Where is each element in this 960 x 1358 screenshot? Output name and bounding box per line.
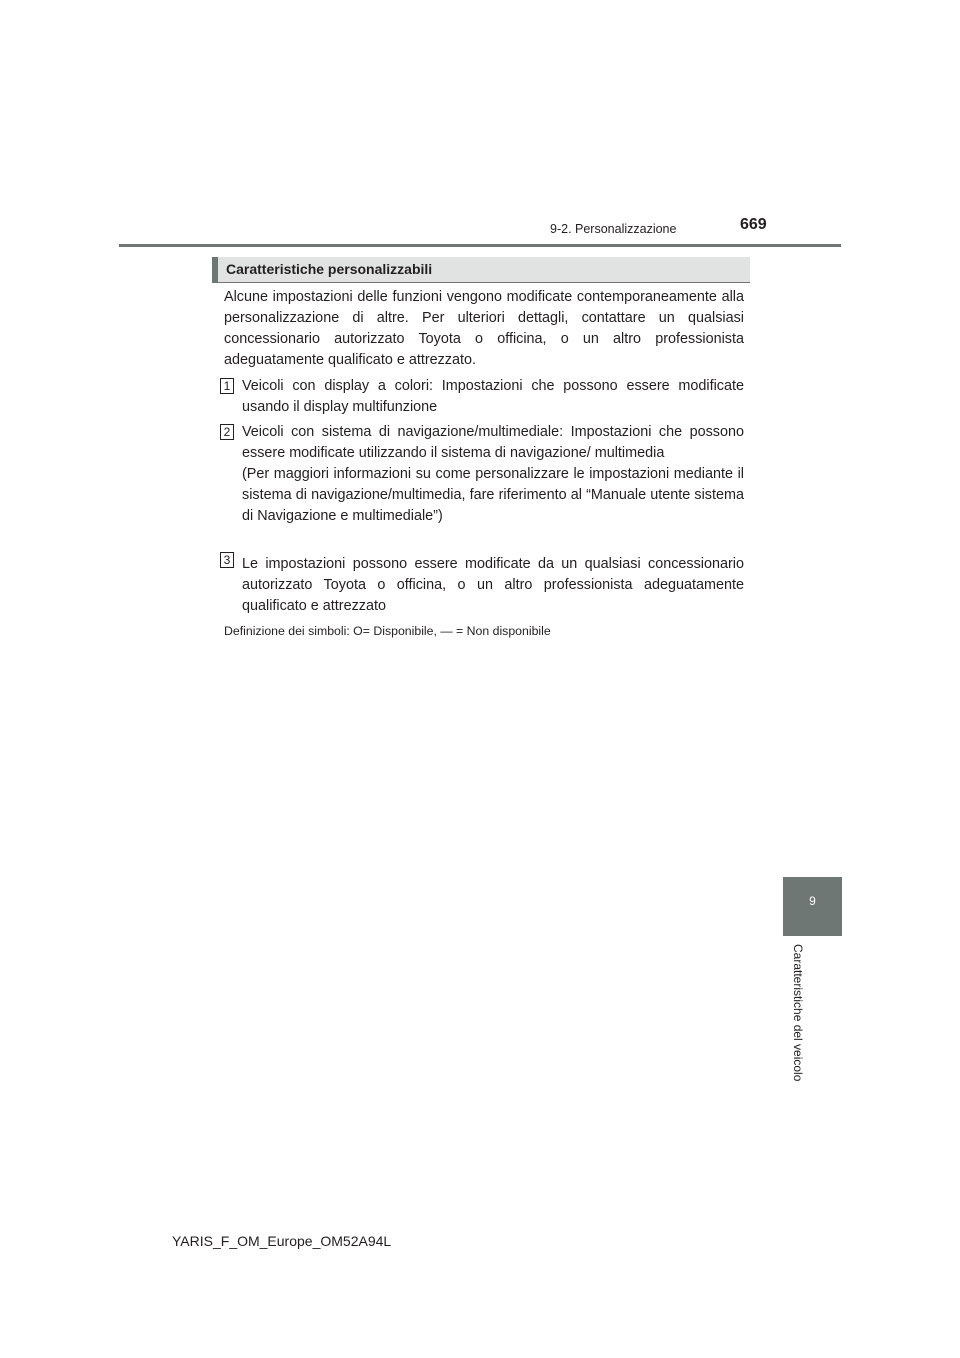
chapter-tab-label: Caratteristiche del veicolo: [791, 944, 805, 1082]
intro-paragraph: Alcune impostazioni delle funzioni vengono modificate contemporaneamente alla personalizzazione di altre. Per ulteriori dettagli, contattare un qualsiasi concessionario autorizzato Toyota o officina, o un altro professionista adeguatamente qualificato e attrezzato.: [224, 289, 744, 368]
item-number-badge: 2: [220, 424, 234, 440]
list-item: [242, 376, 744, 418]
list-item-text: Le impostazioni possono essere modificate da un qualsiasi concessionario autorizzato Toyota o officina, o un altro professionista adeguatamente qualificato e attrezzato: [242, 556, 744, 614]
list-item-text: Veicoli con display a colori: Impostazioni che possono essere modificate usando il display multifunzione: [242, 378, 744, 415]
list-item-text: (Per maggiori informazioni su come personalizzare le impostazioni mediante il sistema di navigazione/multimedia, fare riferimento al “Manuale utente sistema di Navigazione e multimediale”): [242, 466, 744, 524]
item-number-badge: 3: [220, 552, 234, 568]
list-item-text: Veicoli con sistema di navigazione/multimediale: Impostazioni che possono essere modificate utilizzando il sistema di navigazione/ multimedia: [242, 424, 744, 461]
section-heading-title: Caratteristiche personalizzabili: [226, 261, 433, 277]
symbol-definition-note: Definizione dei simboli: O= Disponibile, — = Non disponibile: [224, 624, 551, 638]
document-footer-code: YARIS_F_OM_Europe_OM52A94L: [172, 1233, 392, 1249]
section-heading-accent: [212, 257, 218, 283]
chapter-tab: [783, 877, 842, 936]
page-number: 669: [740, 216, 767, 233]
chapter-tab-number: 9: [809, 894, 816, 908]
list-item: [242, 422, 744, 527]
section-heading-bar: [212, 257, 750, 283]
running-header-section: 9-2. Personalizzazione: [550, 222, 677, 236]
item-number-badge: 1: [220, 378, 234, 394]
header-divider: [119, 244, 841, 247]
list-item: [242, 554, 744, 617]
